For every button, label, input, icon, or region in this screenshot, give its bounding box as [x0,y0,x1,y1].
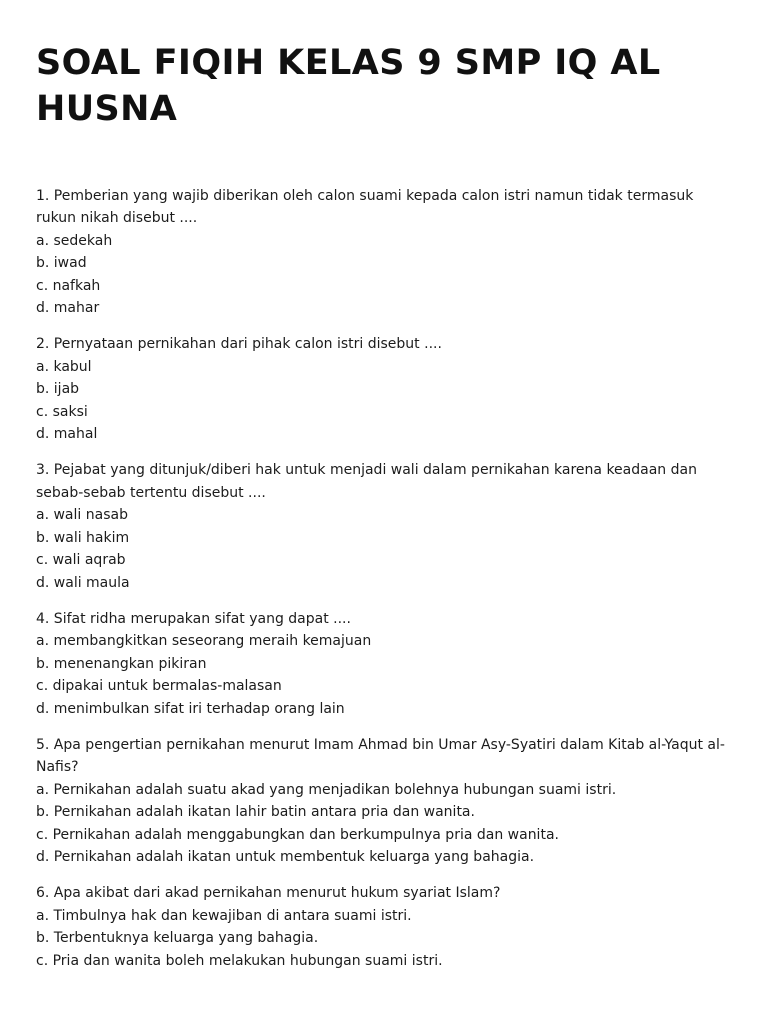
answer-option-b: b. Pernikahan adalah ikatan lahir batin antara pria dan wanita. [36,804,475,821]
answer-option-b: b. menenangkan pikiran [36,655,207,672]
answer-option-a: a. kabul [36,358,92,375]
answer-option-a: a. Pernikahan adalah suatu akad yang menjadikan bolehnya hubungan suami istri. [36,781,617,798]
answer-option-b: b. iwad [36,255,87,272]
answer-option-d: d. wali maula [36,574,130,591]
answer-option-c: c. wali aqrab [36,552,126,569]
answer-option-b: b. ijab [36,381,80,398]
answer-option-b: b. Terbentuknya keluarga yang bahagia. [36,930,319,947]
answer-option-c: c. nafkah [36,277,101,294]
answer-option-d: d. Pernikahan adalah ikatan untuk membentuk keluarga yang bahagia. [36,848,535,865]
question-text: 3. Pejabat yang ditunjuk/diberi hak untuk menjadi wali dalam pernikahan karena keadaan dan sebab-sebab tertentu disebut .... [36,462,697,501]
question-5 [36,734,736,868]
question-text: 6. Apa akibat dari akad pernikahan menurut hukum syariat Islam? [36,885,501,902]
document-page [36,0,736,986]
question-3 [36,459,736,593]
question-list [36,185,736,972]
answer-option-a: a. sedekah [36,232,113,249]
question-text: 4. Sifat ridha merupakan sifat yang dapat .... [36,610,351,627]
answer-option-d: d. mahar [36,300,100,317]
question-text: 5. Apa pengertian pernikahan menurut Imam Ahmad bin Umar Asy-Syatiri dalam Kitab al-Yaqut al-Nafis? [36,736,725,776]
answer-option-d: d. menimbulkan sifat iri terhadap orang lain [36,700,345,717]
question-4 [36,608,736,720]
answer-option-c: c. dipakai untuk bermalas-malasan [36,678,282,695]
question-text: 1. Pemberian yang wajib diberikan oleh calon suami kepada calon istri namun tidak termasuk rukun nikah disebut .... [36,188,694,227]
document-title: SOAL FIQIH KELAS 9 SMP IQ AL HUSNA [36,43,661,129]
answer-option-a: a. Timbulnya hak dan kewajiban di antara suami istri. [36,907,412,924]
question-1 [36,185,736,319]
answer-option-c: c. saksi [36,403,88,420]
question-6 [36,882,736,972]
answer-option-a: a. wali nasab [36,507,128,524]
question-2 [36,333,736,445]
answer-option-c: c. Pernikahan adalah menggabungkan dan berkumpulnya pria dan wanita. [36,826,559,843]
answer-option-d: d. mahal [36,426,98,443]
answer-option-b: b. wali hakim [36,529,130,546]
answer-option-c: c. Pria dan wanita boleh melakukan hubungan suami istri. [36,952,443,969]
answer-option-a: a. membangkitkan seseorang meraih kemajuan [36,633,372,650]
question-text: 2. Pernyataan pernikahan dari pihak calon istri disebut .... [36,336,442,353]
